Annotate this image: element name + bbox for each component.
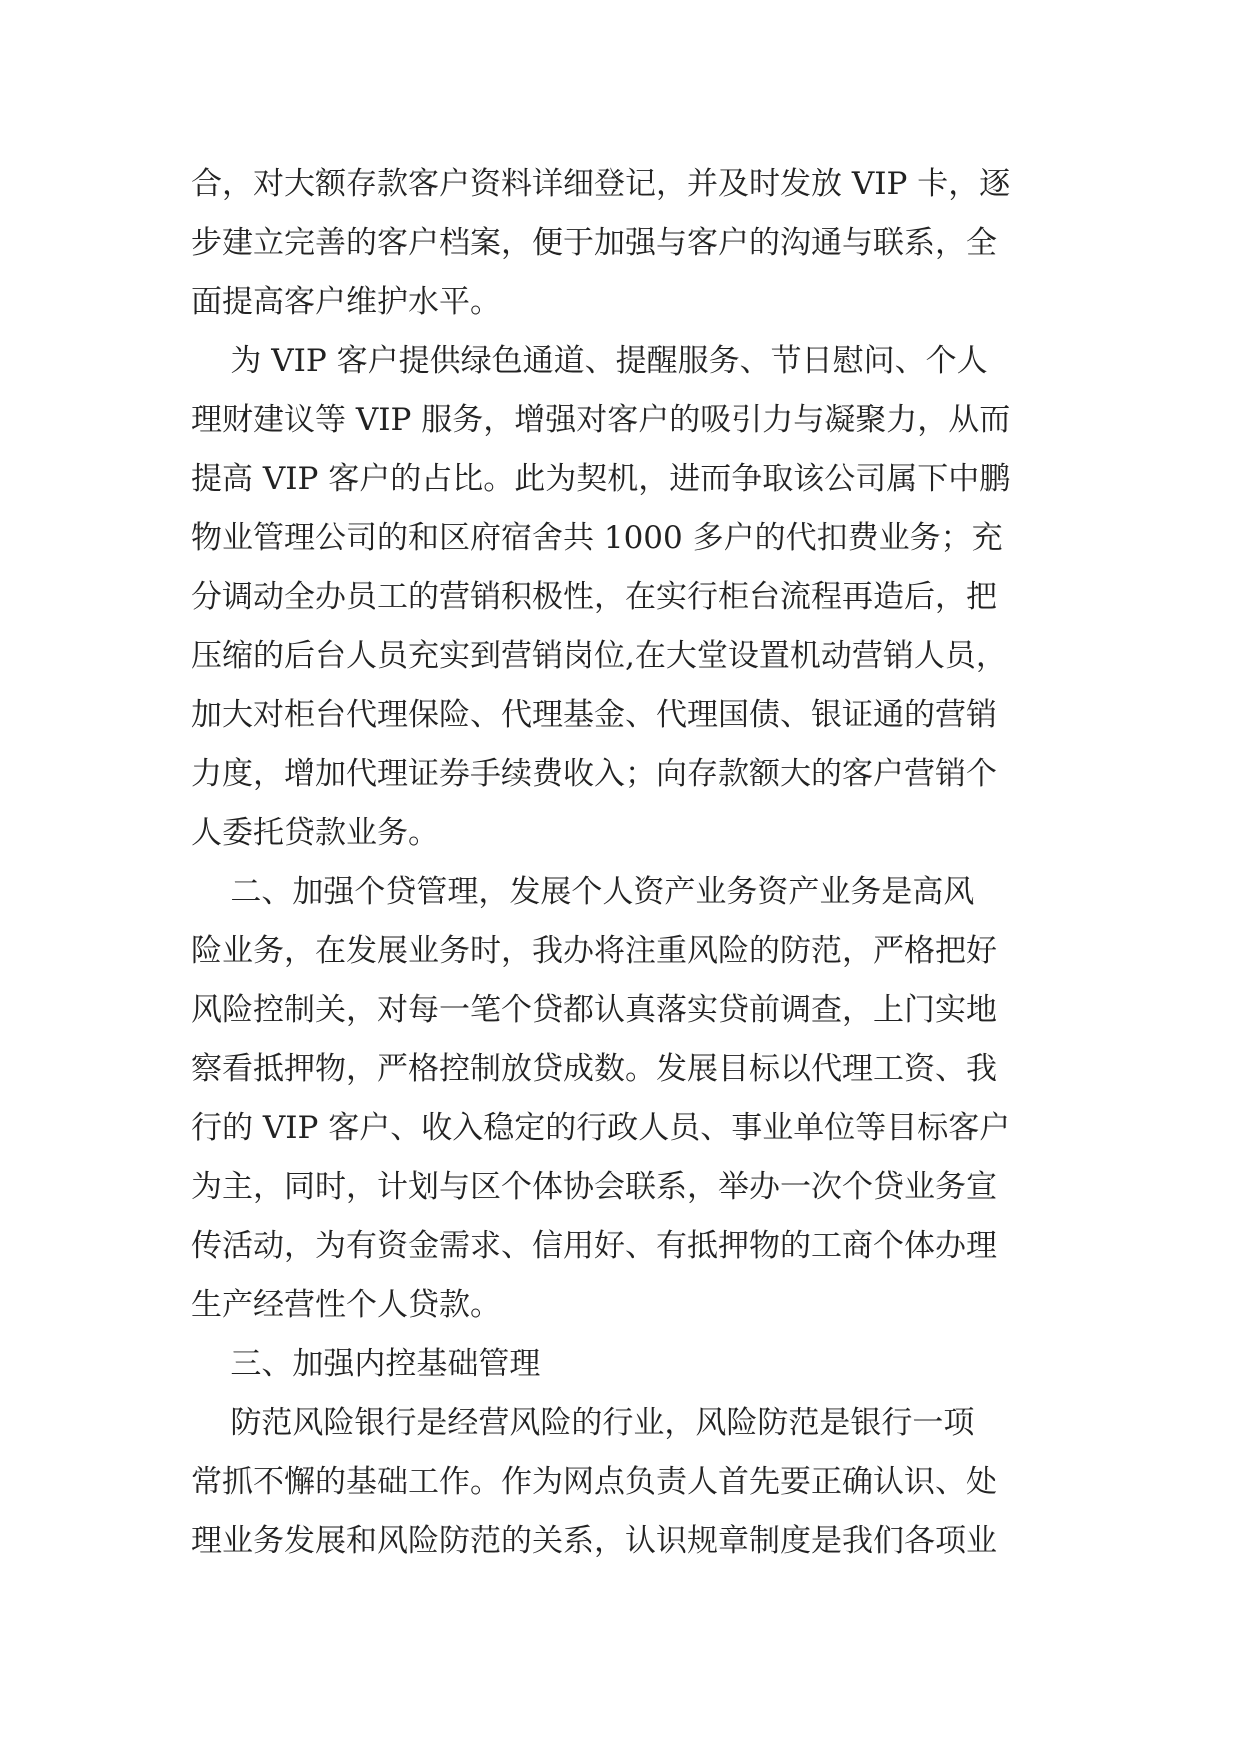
text-line: 生产经营性个人贷款。 [191, 1287, 501, 1323]
text-line: 理业务发展和风险防范的关系，认识规章制度是我们各项业 [191, 1523, 997, 1559]
text-line: 风险控制关，对每一笔个贷都认真落实贷前调查，上门实地 [191, 992, 997, 1028]
text-line: 压缩的后台人员充实到营销岗位,在大堂设置机动营销人员， [191, 638, 1007, 674]
text-line: 提高 VIP 客户的占比。此为契机，进而争取该公司属下中鹏 [191, 461, 1011, 497]
text-line: 力度，增加代理证券手续费收入；向存款额大的客户营销个 [191, 756, 997, 792]
text-line: 察看抵押物，严格控制放贷成数。发展目标以代理工资、我 [191, 1051, 997, 1087]
text-line: 分调动全办员工的营销积极性，在实行柜台流程再造后，把 [191, 579, 997, 615]
text-line: 常抓不懈的基础工作。作为网点负责人首先要正确认识、处 [191, 1464, 997, 1500]
text-line: 为 VIP 客户提供绿色通道、提醒服务、节日慰问、个人 [191, 343, 988, 379]
text-line: 三、加强内控基础管理 [191, 1346, 541, 1382]
text-line: 行的 VIP 客户、收入稳定的行政人员、事业单位等目标客户 [191, 1110, 1011, 1146]
text-line: 合，对大额存款客户资料详细登记，并及时发放 VIP 卡，逐 [191, 166, 1011, 202]
text-line: 传活动，为有资金需求、信用好、有抵押物的工商个体办理 [191, 1228, 997, 1264]
text-line: 防范风险银行是经营风险的行业，风险防范是银行一项 [191, 1405, 975, 1441]
text-line: 加大对柜台代理保险、代理基金、代理国债、银证通的营销 [191, 697, 997, 733]
text-line: 物业管理公司的和区府宿舍共 1000 多户的代扣费业务；充 [191, 520, 1003, 556]
text-line: 为主，同时，计划与区个体协会联系，举办一次个贷业务宣 [191, 1169, 997, 1205]
text-line: 二、加强个贷管理，发展个人资产业务资产业务是高风 [191, 874, 975, 910]
text-line: 步建立完善的客户档案，便于加强与客户的沟通与联系，全 [191, 225, 997, 261]
text-line: 理财建议等 VIP 服务，增强对客户的吸引力与凝聚力，从而 [191, 402, 1011, 438]
text-line: 险业务，在发展业务时，我办将注重风险的防范，严格把好 [191, 933, 997, 969]
text-line: 面提高客户维护水平。 [191, 284, 501, 320]
text-line: 人委托贷款业务。 [191, 815, 439, 851]
